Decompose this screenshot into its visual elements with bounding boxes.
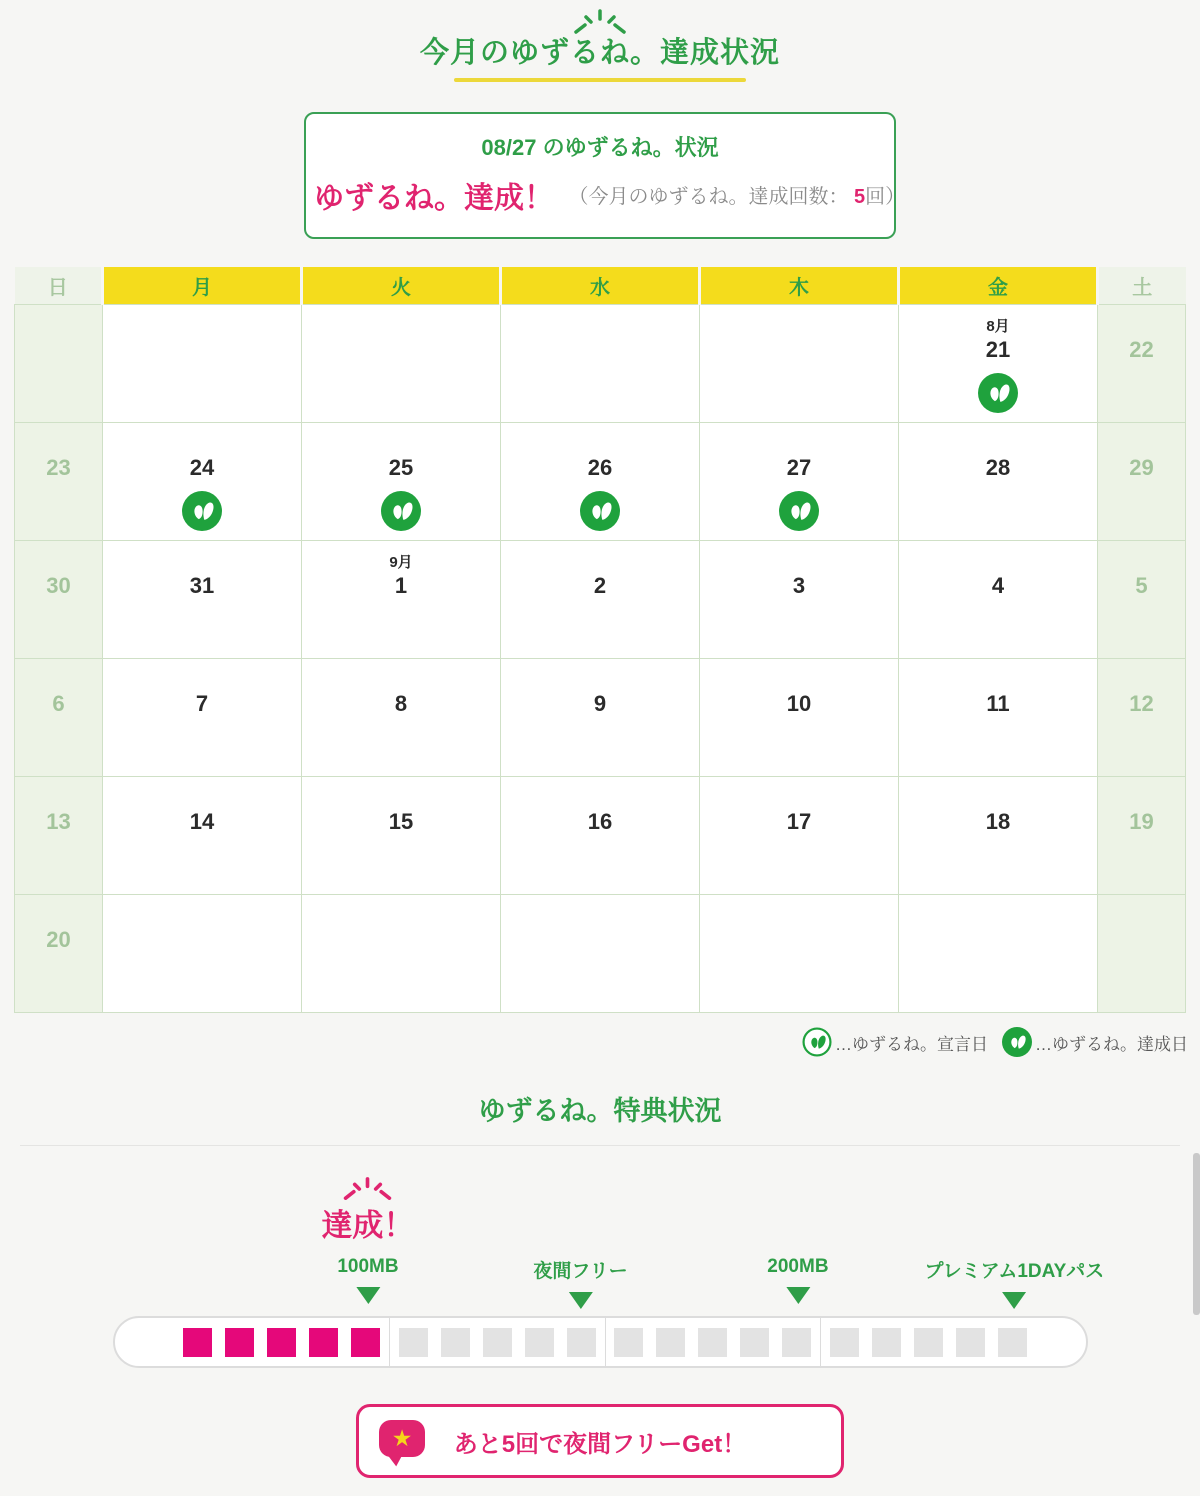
calendar-day-cell bbox=[103, 659, 302, 777]
calendar-day-cell bbox=[899, 659, 1098, 777]
day-header-tue: 火 bbox=[302, 267, 501, 305]
progress-square-empty bbox=[483, 1328, 512, 1357]
calendar-day-cell bbox=[15, 305, 103, 423]
calendar-day-cell bbox=[103, 541, 302, 659]
milestone-100mb bbox=[337, 1256, 398, 1304]
progress-section bbox=[605, 1318, 821, 1366]
day-number: 20 bbox=[46, 927, 71, 953]
milestone-arrow-icon bbox=[356, 1287, 380, 1304]
page-title: 今月のゆずるね。達成状況 bbox=[419, 37, 780, 69]
progress-square-filled bbox=[351, 1328, 380, 1357]
calendar-day-cell bbox=[501, 305, 700, 423]
calendar-table bbox=[14, 267, 1186, 1014]
calendar-day-cell bbox=[899, 777, 1098, 895]
calendar-day-cell bbox=[1098, 541, 1186, 659]
day-number: 27 bbox=[786, 455, 812, 481]
milestone-label: 100MB bbox=[337, 1256, 399, 1278]
status-card bbox=[304, 112, 906, 239]
progress-section bbox=[820, 1318, 1036, 1366]
day-number: 21 bbox=[985, 337, 1011, 363]
day-number: 12 bbox=[1129, 691, 1154, 717]
status-line bbox=[314, 173, 906, 217]
calendar-day-cell bbox=[700, 541, 899, 659]
day-number: 24 bbox=[189, 455, 215, 481]
day-number: 1 bbox=[394, 573, 408, 599]
burst-icon bbox=[326, 1176, 410, 1202]
day-number: 7 bbox=[195, 691, 209, 717]
calendar-day-cell bbox=[1098, 659, 1186, 777]
progress-square-empty bbox=[567, 1328, 596, 1357]
milestone-night-free bbox=[533, 1256, 627, 1309]
progress-square-filled bbox=[309, 1328, 338, 1357]
day-number: 13 bbox=[46, 809, 71, 835]
calendar-day-cell bbox=[103, 777, 302, 895]
milestone-label: 夜間フリー bbox=[533, 1261, 628, 1283]
yuzurune-achieved-icon bbox=[381, 491, 421, 531]
legend-label: …ゆずるね。宣言日 bbox=[835, 1034, 988, 1054]
day-header-mon: 月 bbox=[103, 267, 302, 305]
count-suffix: 回） bbox=[865, 186, 906, 209]
calendar-day-cell bbox=[15, 895, 103, 1013]
legend-item-achieved bbox=[1002, 1027, 1188, 1057]
milestone-arrow-icon bbox=[786, 1287, 810, 1304]
progress-square-filled bbox=[183, 1328, 212, 1357]
calendar-day-cell bbox=[700, 305, 899, 423]
message-banner bbox=[356, 1404, 844, 1478]
day-number: 16 bbox=[587, 809, 613, 835]
yuzurune-achieved-icon bbox=[779, 491, 819, 531]
progress-square-filled bbox=[225, 1328, 254, 1357]
progress-square-empty bbox=[441, 1328, 470, 1357]
day-number: 4 bbox=[991, 573, 1005, 599]
day-number: 29 bbox=[1129, 455, 1154, 481]
calendar-day-cell bbox=[15, 777, 103, 895]
calendar-week-row bbox=[15, 777, 1186, 895]
day-number: 5 bbox=[1135, 573, 1148, 599]
sparkle-icon bbox=[554, 8, 646, 36]
day-header-thu: 木 bbox=[700, 267, 899, 305]
calendar-day-cell bbox=[501, 423, 700, 541]
calendar-day-cell bbox=[1098, 423, 1186, 541]
count-value: 5 bbox=[854, 186, 866, 209]
yuzurune-declared-icon bbox=[802, 1027, 832, 1057]
progress-square-empty bbox=[399, 1328, 428, 1357]
calendar-day-cell bbox=[1098, 895, 1186, 1013]
message-text: あと5回で夜間フリーGet！ bbox=[453, 1430, 747, 1458]
calendar-day-cell bbox=[302, 305, 501, 423]
calendar-day-cell bbox=[302, 541, 501, 659]
day-number: 31 bbox=[189, 573, 215, 599]
achieved-callout bbox=[321, 1176, 414, 1245]
calendar-day-cell bbox=[302, 777, 501, 895]
calendar-day-cell bbox=[1098, 777, 1186, 895]
calendar-day-cell bbox=[103, 895, 302, 1013]
progress-section bbox=[389, 1318, 605, 1366]
progress-square-empty bbox=[656, 1328, 685, 1357]
star-icon: ★ bbox=[391, 1425, 413, 1452]
progress-square-empty bbox=[614, 1328, 643, 1357]
day-number: 3 bbox=[792, 573, 806, 599]
milestone-arrow-icon bbox=[1002, 1292, 1026, 1309]
calendar-week-row bbox=[15, 305, 1186, 423]
progress-square-empty bbox=[830, 1328, 859, 1357]
calendar-day-cell bbox=[501, 895, 700, 1013]
day-number: 17 bbox=[786, 809, 812, 835]
calendar-day-cell bbox=[302, 659, 501, 777]
calendar-day-cell bbox=[1098, 305, 1186, 423]
month-label: 9月 bbox=[389, 554, 413, 572]
calendar-day-cell bbox=[15, 541, 103, 659]
calendar-week-row bbox=[15, 541, 1186, 659]
progress-square-empty bbox=[998, 1328, 1027, 1357]
count-prefix: （今月のゆずるね。達成回数： bbox=[568, 186, 855, 209]
day-number: 2 bbox=[593, 573, 607, 599]
day-header-fri: 金 bbox=[899, 267, 1098, 305]
day-number: 8 bbox=[394, 691, 408, 717]
month-label: 8月 bbox=[986, 318, 1010, 336]
section-divider bbox=[20, 1145, 1180, 1146]
calendar-week-row bbox=[15, 423, 1186, 541]
legend-item-declared bbox=[802, 1027, 988, 1057]
yuzurune-achieved-icon bbox=[1002, 1027, 1032, 1057]
calendar-day-cell bbox=[899, 541, 1098, 659]
calendar-week-row bbox=[15, 895, 1186, 1013]
calendar-legend bbox=[12, 1027, 1188, 1057]
milestone-label: プレミアム1DAYパス bbox=[924, 1261, 1105, 1283]
calendar-day-cell bbox=[501, 541, 700, 659]
speech-bubble-icon bbox=[379, 1420, 425, 1462]
legend-label: …ゆずるね。達成日 bbox=[1035, 1034, 1188, 1054]
progress-section bbox=[175, 1318, 390, 1366]
status-date: 08/27 のゆずるね。状況 bbox=[481, 134, 719, 160]
calendar-day-cell bbox=[501, 659, 700, 777]
progress-square-empty bbox=[914, 1328, 943, 1357]
calendar-day-cell bbox=[700, 423, 899, 541]
calendar-day-cell bbox=[302, 423, 501, 541]
calendar-day-cell bbox=[899, 305, 1098, 423]
milestone-200mb bbox=[767, 1256, 828, 1304]
calendar-day-cell bbox=[103, 305, 302, 423]
day-number: 11 bbox=[986, 691, 1010, 717]
day-header-sat: 土 bbox=[1098, 267, 1186, 305]
day-number: 22 bbox=[1129, 337, 1154, 363]
day-number: 30 bbox=[46, 573, 71, 599]
calendar-header-row bbox=[15, 267, 1186, 305]
page-header bbox=[0, 0, 1200, 82]
calendar-week-row bbox=[15, 659, 1186, 777]
day-number: 18 bbox=[985, 809, 1011, 835]
day-number: 23 bbox=[46, 455, 71, 481]
calendar-day-cell bbox=[15, 659, 103, 777]
day-number: 9 bbox=[593, 691, 607, 717]
achieved-label: 達成！ bbox=[321, 1208, 415, 1244]
milestone-arrow-icon bbox=[569, 1292, 593, 1309]
day-number: 15 bbox=[388, 809, 414, 835]
scrollbar-thumb[interactable] bbox=[1193, 1153, 1200, 1315]
progress-square-empty bbox=[698, 1328, 727, 1357]
day-number: 14 bbox=[189, 809, 215, 835]
calendar-day-cell bbox=[700, 777, 899, 895]
title-underline bbox=[454, 78, 746, 82]
day-number: 10 bbox=[786, 691, 812, 717]
progress-bar bbox=[113, 1316, 1088, 1368]
progress-square-filled bbox=[267, 1328, 296, 1357]
day-number: 25 bbox=[388, 455, 414, 481]
progress-square-empty bbox=[872, 1328, 901, 1357]
day-number: 19 bbox=[1129, 809, 1154, 835]
yuzurune-achieved-icon bbox=[580, 491, 620, 531]
day-number: 6 bbox=[52, 691, 65, 717]
milestone-label: 200MB bbox=[767, 1256, 829, 1278]
calendar-day-cell bbox=[700, 659, 899, 777]
status-count bbox=[568, 186, 905, 208]
day-number: 28 bbox=[985, 455, 1011, 481]
calendar-day-cell bbox=[899, 423, 1098, 541]
yuzurune-achieved-icon bbox=[182, 491, 222, 531]
benefits-progress bbox=[113, 1176, 1105, 1368]
day-header-wed: 水 bbox=[501, 267, 700, 305]
milestone-premium-1day-pass bbox=[924, 1256, 1104, 1309]
calendar-day-cell bbox=[302, 895, 501, 1013]
progress-square-empty bbox=[740, 1328, 769, 1357]
calendar-day-cell bbox=[501, 777, 700, 895]
calendar-day-cell bbox=[700, 895, 899, 1013]
benefits-section-title: ゆずるね。特典状況 bbox=[478, 1096, 722, 1127]
day-number: 26 bbox=[587, 455, 613, 481]
calendar-day-cell bbox=[103, 423, 302, 541]
progress-square-empty bbox=[956, 1328, 985, 1357]
yuzurune-achieved-icon bbox=[978, 373, 1018, 413]
calendar-day-cell bbox=[899, 895, 1098, 1013]
progress-square-empty bbox=[782, 1328, 811, 1357]
calendar-day-cell bbox=[15, 423, 103, 541]
day-header-sun: 日 bbox=[15, 267, 103, 305]
status-result: ゆずるね。達成！ bbox=[314, 181, 554, 215]
progress-square-empty bbox=[525, 1328, 554, 1357]
